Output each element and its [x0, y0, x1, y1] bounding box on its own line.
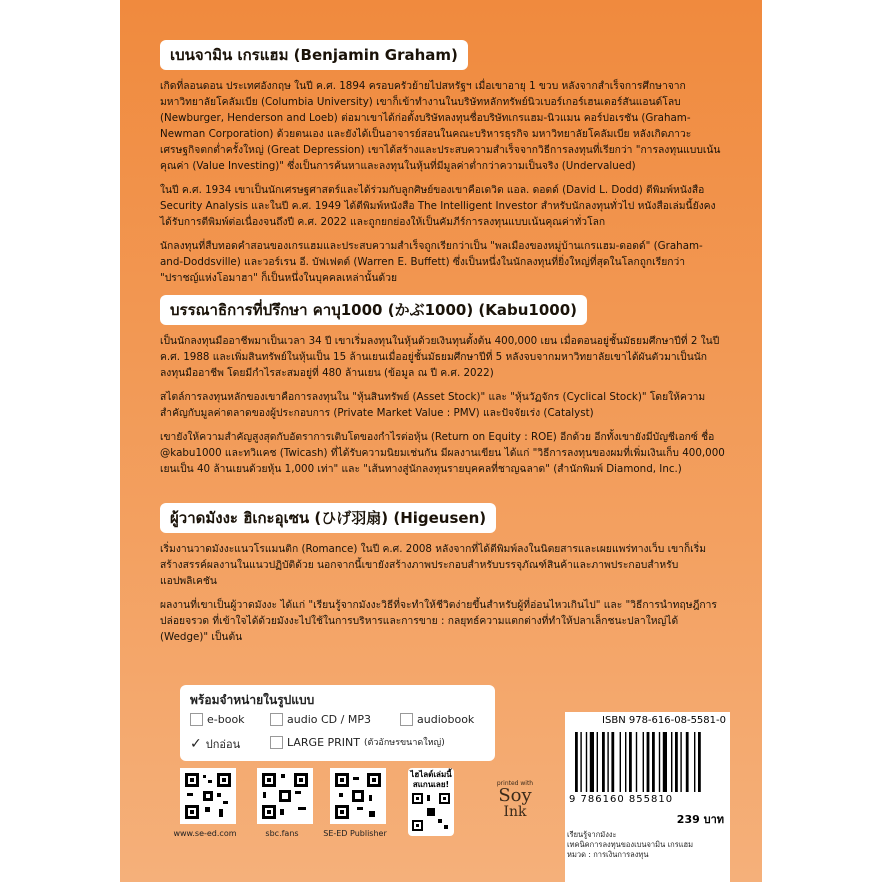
- qr-code-icon: [260, 771, 310, 821]
- illustrator-heading: ผู้วาดมังงะ ฮิเกะอุเซน (ひげ羽扇) (Higeusen): [160, 503, 496, 533]
- illustrator-section: [160, 503, 725, 653]
- isbn-block: [565, 712, 730, 882]
- soy-ink-logo: printed with Soy Ink: [496, 780, 534, 820]
- catalog-line-2: เทคนิคการลงทุนของเบนจามิน เกรแฮม: [567, 840, 694, 849]
- book-back-cover: [120, 0, 762, 882]
- checkmark-icon: ✓: [190, 735, 202, 752]
- format-ebook: [190, 713, 245, 726]
- availability-title: พร้อมจำหน่ายในรูปแบบ: [190, 693, 315, 707]
- highlight-promo: [408, 768, 454, 836]
- availability-box: [180, 685, 495, 761]
- qr-code-website: [180, 768, 236, 824]
- qr-code-sbc: [257, 768, 313, 824]
- format-paperback: [190, 735, 240, 753]
- author-bio-1: เกิดที่ลอนดอน ประเทศอังกฤษ ในปี ค.ศ. 1894 ครอบครัวย้ายไปสหรัฐฯ เมื่อเขาอายุ 1 ขวบ หลังจากสำเร็จการศึกษาจากมหาวิทยาลัยโคลัมเบีย (Columbia University) เขาก็เข้าทำงานในบริษัทหลักทรัพย์นิวเบอร์เกอร์เฮนเดอร์สันแอนด์โลบ (Newburger, Henderson and Loeb) ต่อมาเขาได้ก่อตั้งบริษัทลงทุนชื่อบริษัทเกรแฮม-นิวแมน คอร์ปอเรชัน (Graham-Newman Corporation) ด้วยตนเอง และยังได้เป็นอาจารย์สอนในคณะบริหารธุรกิจ มหาวิทยาลัยโคลัมเบีย หลังเกิดภาวะเศรษฐกิจตกต่ำครั้งใหญ่ (Great Depression) เขาได้สร้างและประสบความสำเร็จจากวิธีการลงทุนที่เรียกว่า "การลงทุนแบบเน้นคุณค่า (Value Investing)" ซึ่งเป็นการค้นหาและลงทุนในหุ้นที่มีมูลค่าต่ำกว่าความเป็นจริง (Undervalued): [160, 80, 721, 172]
- format-audio-cd: [270, 713, 371, 726]
- catalog-info: [567, 830, 693, 860]
- qr-code-publisher: [330, 768, 386, 824]
- qr-caption-website: www.se-ed.com: [173, 829, 237, 838]
- format-large-print: [270, 735, 445, 749]
- illustrator-bio-1: เริ่มงานวาดมังงะแนวโรแมนติก (Romance) ในปี ค.ศ. 2008 หลังจากที่ได้ตีพิมพ์ลงในนิตยสารและเผยแพร่ทางเว็บ เขาก็เริ่มสร้างสรรค์ผลงานในแนวปฏิบัติด้วย นอกจากนี้เขายังสร้างภาพประกอบสำหรับบรรจุภัณฑ์สินค้าและภาพประกอบสำหรับแอปพลิเคชัน: [160, 543, 707, 587]
- barcode-digits: 9 786160 855810: [569, 794, 674, 805]
- editor-bio-3: เขายังให้ความสำคัญสูงสุดกับอัตราการเติบโตของกำไรต่อหุ้น (Return on Equity : ROE) อีกด้วย อีกทั้งเขายังมีบัญชีเอกซ์ ชื่อ @kabu1000 และทวิแคช (Twicash) ที่ได้รับความนิยมเช่นกัน มีผลงานเขียน ได้แก่ "วิธีการลงทุนของผมที่เพิ่มเงินเก็บ 400,000 เยนเป็น 40 ล้านเยนด้วยหุ้น 1,000 เท่า" และ "เส้นทางสู่นักลงทุนรายบุคคลที่ชาญฉลาด" (สำนักพิมพ์ Diamond, Inc.): [160, 431, 725, 475]
- format-note: (ตัวอักษรขนาดใหญ่): [364, 738, 445, 748]
- format-label: audiobook: [417, 713, 475, 726]
- format-label: audio CD / MP3: [287, 713, 371, 726]
- author-heading: เบนจามิน เกรแฮม (Benjamin Graham): [160, 40, 468, 70]
- promo-line-2: สแกนเลย!: [412, 780, 450, 789]
- isbn-label: ISBN 978-616-08-5581-0: [602, 715, 726, 726]
- checkbox-icon: [400, 713, 413, 726]
- qr-caption-sbc: sbc.fans: [265, 829, 299, 838]
- author-bio-2: ในปี ค.ศ. 1934 เขาเป็นนักเศรษฐศาสตร์และได้ร่วมกับลูกศิษย์ของเขาคือเดวิด แอล. ดอดด์ (David L. Dodd) ตีพิมพ์หนังสือ Security Analysis และในปี ค.ศ. 1949 ได้ตีพิมพ์หนังสือ The Intelligent Investor สำหรับนักลงทุนทั่วไป หนังสือเล่มนี้ยังคงได้รับการตีพิมพ์ต่อเนื่องจนถึงปี ค.ศ. 2022 และถูกยกย่องให้เป็นคัมภีร์การลงทุนแบบเน้นคุณค่าทั่วโลก: [160, 184, 716, 228]
- qr-code-icon: [411, 792, 451, 832]
- format-label: e-book: [207, 713, 245, 726]
- editor-section: [160, 295, 725, 485]
- qr-code-icon: [333, 771, 383, 821]
- barcode-icon: [573, 732, 723, 792]
- qr-caption-publisher: SE-ED Publisher: [323, 829, 387, 838]
- format-audiobook: [400, 713, 474, 726]
- editor-bio-1: เป็นนักลงทุนมืออาชีพมาเป็นเวลา 34 ปี เขาเริ่มลงทุนในหุ้นด้วยเงินทุนตั้งต้น 400,000 เยน เมื่อตอนอยู่ชั้นมัธยมศึกษาปีที่ 2 ในปี ค.ศ. 1988 และเพิ่มสินทรัพย์ในหุ้นเป็น 15 ล้านเยนเมื่ออยู่ชั้นมัธยมศึกษาปีที่ 5 หลังจบจากมหาวิทยาลัยเขาได้ผันตัวมาเป็นนักลงทุนมืออาชีพ โดยมีกำไรสะสมอยู่ที่ 480 ล้านเยน (ข้อมูล ณ ปี ค.ศ. 2022): [160, 335, 720, 379]
- format-label: ปกอ่อน: [205, 738, 241, 751]
- catalog-line-1: เรียนรู้จากมังงะ: [567, 830, 617, 839]
- qr-code-icon: [183, 771, 233, 821]
- price: 239 บาท: [676, 813, 724, 826]
- author-bio-3: นักลงทุนที่สืบทอดคำสอนของเกรแฮมและประสบความสำเร็จถูกเรียกว่าเป็น "พลเมืองของหมู่บ้านเกรแฮม-ดอดด์" (Graham-and-Doddsville) และวอร์เรน อี. บัฟเฟตต์ (Warren E. Buffett) ซึ่งเป็นหนึ่งในนักลงทุนที่ยิ่งใหญ่ที่สุดในโลกถูกเรียกว่า "ปราชญ์แห่งโอมาฮา" ก็เป็นหนึ่งในบุคคลเหล่านั้นด้วย: [160, 240, 703, 284]
- checkbox-icon: [270, 713, 283, 726]
- catalog-line-3: หมวด : การเงินการลงทุน: [567, 850, 649, 859]
- promo-line-1: ไฮไลต์เล่มนี้: [410, 770, 452, 779]
- editor-heading: บรรณาธิการที่ปรึกษา คาบุ1000 (かぶ1000) (Kabu1000): [160, 295, 587, 325]
- author-section: [160, 40, 725, 294]
- editor-bio-2: สไตล์การลงทุนหลักของเขาคือการลงทุนใน "หุ้นสินทรัพย์ (Asset Stock)" และ "หุ้นวัฏจักร (Cyclical Stock)" โดยให้ความสำคัญกับมูลค่าตลาดของผู้ประกอบการ (Private Market Value : PMV) และปัจจัยเร่ง (Catalyst): [160, 391, 706, 419]
- illustrator-bio-2: ผลงานที่เขาเป็นผู้วาดมังงะ ได้แก่ "เรียนรู้จากมังงะวิธีที่จะทำให้ชีวิตง่ายขึ้นสำหรับผู้ที่อ่อนไหวเกินไป" และ "วิธีการนำทฤษฎีการปล่อยจรวด ที่เข้าใจได้ด้วยมังงะไปใช้ในการบริหารและการขาย : กลยุทธ์ความแตกต่างที่ทำให้ปลาเล็กชนะปลาใหญ่ได้ (Wedge)" เป็นต้น: [160, 599, 717, 643]
- checkbox-icon: [190, 713, 203, 726]
- checkbox-icon: [270, 736, 283, 749]
- format-label: LARGE PRINT: [287, 735, 360, 749]
